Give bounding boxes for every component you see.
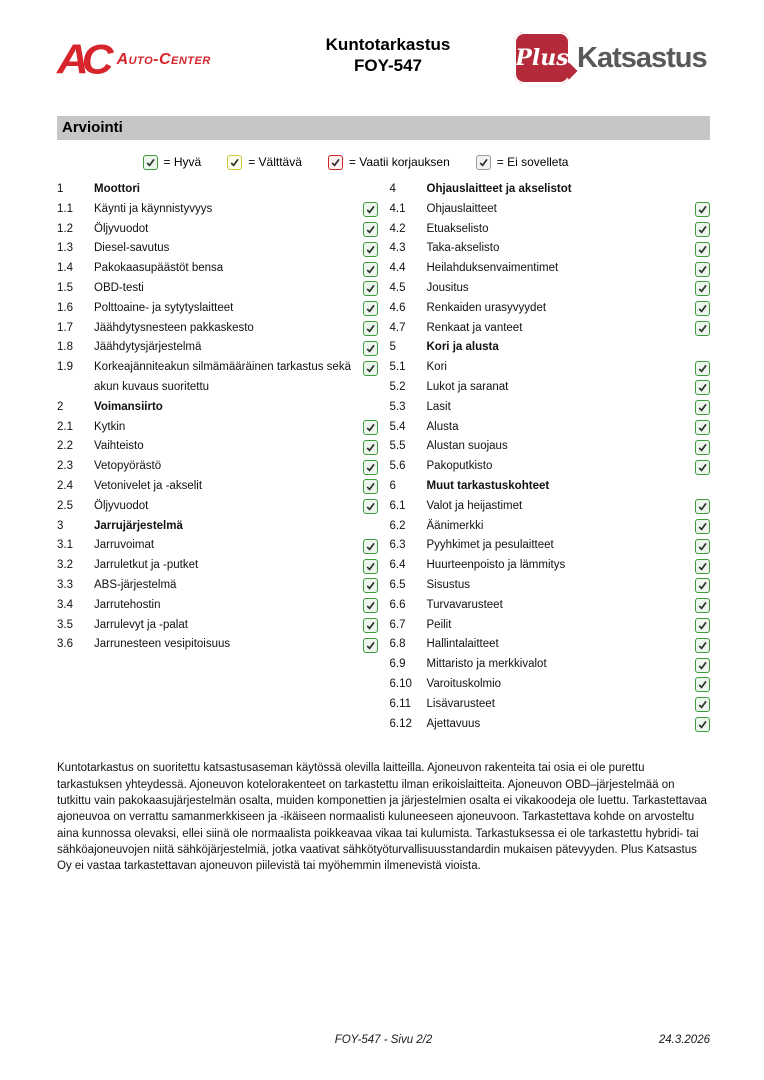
check-icon	[697, 541, 708, 552]
legend-item	[143, 155, 202, 170]
item-label: OBD-testi	[94, 281, 144, 294]
checklist-row	[57, 220, 378, 240]
item-number: 1.1	[57, 202, 73, 215]
checklist-row	[57, 556, 378, 576]
check-icon	[697, 264, 708, 275]
page-header	[57, 30, 710, 84]
check-icon	[365, 600, 376, 611]
item-label: Jäähdytysnesteen pakkaskesto	[94, 321, 254, 334]
item-number: 3	[57, 519, 64, 532]
legend-checkbox-icon	[143, 155, 158, 170]
item-label: Varoituskolmio	[426, 677, 502, 690]
checklist-row	[390, 239, 711, 259]
checklist-row	[390, 319, 711, 339]
checklist-row	[390, 437, 711, 457]
item-number: 6.6	[389, 598, 406, 611]
item-number: 3.4	[57, 598, 73, 611]
check-icon	[697, 561, 708, 572]
checklist-row	[57, 418, 378, 438]
status-checkbox	[363, 321, 378, 336]
item-number: 1.7	[57, 321, 73, 334]
checklist-row	[390, 259, 711, 279]
item-number: 4.6	[389, 301, 406, 314]
item-number: 2.3	[57, 460, 73, 473]
item-number: 6	[389, 479, 396, 492]
check-icon	[365, 561, 376, 572]
status-checkbox	[363, 578, 378, 593]
item-label: Käynti ja käynnistyvyys	[94, 202, 213, 215]
checklist-row	[57, 437, 378, 457]
check-icon	[365, 620, 376, 631]
item-label: ABS-järjestelmä	[94, 578, 177, 591]
item-number: 3.1	[57, 539, 73, 552]
item-number: 2.4	[57, 479, 73, 492]
check-icon	[697, 640, 708, 651]
status-checkbox	[695, 321, 710, 336]
status-checkbox	[363, 281, 378, 296]
checklist-row	[390, 378, 711, 398]
item-label: Renkaat ja vanteet	[426, 321, 523, 334]
checklist-row	[57, 457, 378, 477]
legend-item	[476, 155, 569, 170]
check-icon	[478, 157, 489, 168]
check-icon	[365, 640, 376, 651]
item-number: 5.6	[389, 460, 406, 473]
item-number: 6.9	[389, 658, 406, 671]
status-checkbox	[695, 400, 710, 415]
status-checkbox	[363, 440, 378, 455]
item-number: 6.11	[389, 697, 412, 710]
status-checkbox	[363, 301, 378, 316]
legend-label: = Vaatii korjauksen	[348, 155, 450, 169]
check-icon	[697, 402, 708, 413]
check-icon	[330, 157, 341, 168]
status-checkbox	[363, 262, 378, 277]
katsastus-name: Katsastus	[577, 41, 707, 74]
check-icon	[697, 422, 708, 433]
check-icon	[697, 204, 708, 215]
item-number: 1.8	[57, 341, 73, 354]
checklist-row	[390, 616, 711, 636]
checklist-row	[57, 398, 378, 418]
item-number: 6.12	[389, 717, 412, 730]
check-icon	[365, 303, 376, 314]
item-label: Ohjauslaitteet	[426, 202, 497, 215]
checklist-row	[390, 695, 711, 715]
check-icon	[365, 283, 376, 294]
status-checkbox	[695, 717, 710, 732]
status-checkbox	[695, 380, 710, 395]
check-icon	[697, 462, 708, 473]
legend-checkbox-icon	[476, 155, 491, 170]
status-checkbox	[695, 262, 710, 277]
check-icon	[697, 620, 708, 631]
item-label: Kytkin	[94, 420, 126, 433]
status-checkbox	[695, 697, 710, 712]
status-checkbox	[695, 281, 710, 296]
checklist-row	[390, 536, 711, 556]
item-number: 4	[389, 183, 396, 195]
item-label: Ohjauslaitteet ja akselistot	[426, 183, 572, 195]
item-number: 5.3	[389, 400, 406, 413]
page-number-label: FOY-547 - Sivu 2/2	[334, 1034, 433, 1046]
auto-center-mark-icon: AC	[57, 36, 107, 83]
check-icon	[365, 501, 376, 512]
status-checkbox	[363, 361, 378, 376]
report-date: 24.3.2026	[658, 1034, 710, 1046]
status-checkbox	[695, 242, 710, 257]
status-checkbox	[363, 460, 378, 475]
item-number: 2.2	[57, 440, 73, 453]
item-label: Valot ja heijastimet	[426, 499, 523, 512]
status-checkbox	[695, 559, 710, 574]
legend-checkbox-icon	[227, 155, 242, 170]
checklist-row	[390, 497, 711, 517]
item-number: 4.3	[389, 242, 406, 255]
status-checkbox	[363, 222, 378, 237]
item-number: 6.7	[389, 618, 406, 631]
checklist-row	[390, 180, 711, 200]
item-number: 4.4	[389, 262, 406, 275]
item-number: 3.6	[57, 638, 73, 651]
item-label: Jäähdytysjärjestelmä	[94, 341, 202, 354]
check-icon	[365, 224, 376, 235]
rating-legend	[29, 153, 682, 171]
item-label: Etuakselisto	[426, 222, 489, 235]
checklist-row	[57, 517, 378, 537]
checklist-row	[57, 200, 378, 220]
status-checkbox	[363, 539, 378, 554]
legend-item	[227, 155, 302, 170]
checklist-row	[390, 200, 711, 220]
status-checkbox	[363, 499, 378, 514]
status-checkbox	[695, 618, 710, 633]
check-icon	[229, 157, 240, 168]
plus-badge-icon	[514, 32, 570, 84]
check-icon	[365, 442, 376, 453]
check-icon	[697, 679, 708, 690]
item-label: Huurteenpoisto ja lämmitys	[426, 559, 566, 572]
item-number: 6.5	[389, 578, 406, 591]
checklist-row	[57, 477, 378, 497]
item-number: 3.3	[57, 578, 73, 591]
legend-label: = Välttävä	[248, 155, 302, 169]
checklist-row	[390, 279, 711, 299]
status-checkbox	[695, 658, 710, 673]
legend-item	[328, 155, 450, 170]
status-checkbox	[695, 361, 710, 376]
item-number: 4.5	[389, 281, 406, 294]
check-icon	[697, 363, 708, 374]
item-number: 5.5	[389, 440, 406, 453]
checklist-row	[57, 576, 378, 596]
inspection-checklist	[57, 180, 710, 734]
checklist-row	[390, 220, 711, 240]
check-icon	[697, 660, 708, 671]
checklist-row	[390, 418, 711, 438]
item-number: 5	[389, 341, 396, 354]
item-number: 2.5	[57, 499, 73, 512]
check-icon	[697, 382, 708, 393]
item-label: Pyyhkimet ja pesulaitteet	[426, 539, 554, 552]
legend-checkbox-icon	[328, 155, 343, 170]
check-icon	[697, 224, 708, 235]
item-label: Turvavarusteet	[426, 598, 503, 611]
item-label: Jarrutehostin	[94, 598, 161, 611]
checklist-row	[390, 338, 711, 358]
check-icon	[697, 580, 708, 591]
check-icon	[365, 264, 376, 275]
status-checkbox	[695, 222, 710, 237]
checklist-row	[390, 556, 711, 576]
item-number: 5.4	[389, 420, 406, 433]
checklist-row	[390, 299, 711, 319]
status-checkbox	[695, 420, 710, 435]
checklist-column-left	[57, 180, 378, 655]
item-label: Heilahduksenvaimentimet	[426, 262, 559, 275]
item-label: Jarrulevyt ja -palat	[94, 618, 188, 631]
status-checkbox	[363, 618, 378, 633]
item-label: Jarrunesteen vesipitoisuus	[94, 638, 231, 651]
item-label: Mittaristo ja merkkivalot	[426, 658, 547, 671]
checklist-row	[390, 635, 711, 655]
checklist-row	[57, 616, 378, 636]
check-icon	[697, 521, 708, 532]
item-number: 3.2	[57, 559, 73, 572]
status-checkbox	[363, 479, 378, 494]
check-icon	[365, 541, 376, 552]
item-label: Lasit	[426, 400, 451, 413]
item-number: 5.2	[389, 380, 406, 393]
checklist-row	[57, 259, 378, 279]
check-icon	[365, 422, 376, 433]
status-checkbox	[695, 638, 710, 653]
status-checkbox	[695, 202, 710, 217]
item-label: Renkaiden urasyvyydet	[426, 301, 547, 314]
item-label: Lisävarusteet	[426, 697, 495, 710]
item-number: 4.1	[389, 202, 406, 215]
item-number: 2.1	[57, 420, 73, 433]
check-icon	[365, 204, 376, 215]
item-label: Peilit	[426, 618, 452, 631]
vehicle-registration: FOY-547	[353, 56, 423, 75]
item-label: Diesel-savutus	[94, 242, 170, 255]
checklist-row	[57, 180, 378, 200]
item-label: Ajettavuus	[426, 717, 481, 730]
item-label: Lukot ja saranat	[426, 380, 509, 393]
status-checkbox	[363, 559, 378, 574]
check-icon	[697, 303, 708, 314]
check-icon	[145, 157, 156, 168]
checklist-row	[390, 675, 711, 695]
checklist-row	[57, 299, 378, 319]
check-icon	[365, 580, 376, 591]
page-footer	[57, 1034, 710, 1050]
status-checkbox	[363, 598, 378, 613]
document-title-line1: Kuntotarkastus	[325, 35, 451, 54]
item-label: Polttoaine- ja sytytyslaitteet	[94, 301, 234, 314]
checklist-row	[57, 279, 378, 299]
check-icon	[697, 442, 708, 453]
item-label: Vetopyörästö	[94, 460, 162, 473]
item-label: Alustan suojaus	[426, 440, 508, 453]
item-number: 4.2	[389, 222, 406, 235]
checklist-row	[57, 319, 378, 339]
checklist-row	[57, 635, 378, 655]
status-checkbox	[363, 638, 378, 653]
check-icon	[697, 323, 708, 334]
item-number: 3.5	[57, 618, 73, 631]
item-label: Pakokaasupäästöt bensa	[94, 262, 224, 275]
checklist-row	[390, 596, 711, 616]
checklist-row	[57, 596, 378, 616]
item-label: Vaihteisto	[94, 440, 144, 453]
checklist-row	[390, 477, 711, 497]
item-label: Voimansiirto	[94, 400, 163, 413]
item-number: 6.2	[389, 519, 406, 532]
item-label: Pakoputkisto	[426, 460, 493, 473]
check-icon	[365, 481, 376, 492]
section-title-bar: Arviointi	[57, 116, 710, 140]
check-icon	[697, 719, 708, 730]
item-number: 4.7	[389, 321, 406, 334]
item-label: Kori	[426, 361, 447, 374]
check-icon	[697, 283, 708, 294]
legend-label: = Hyvä	[163, 155, 202, 169]
item-label: Vetonivelet ja -akselit	[94, 479, 203, 492]
item-label: Hallintalaitteet	[426, 638, 499, 651]
checklist-row	[390, 715, 711, 735]
item-number: 6.3	[389, 539, 406, 552]
check-icon	[365, 462, 376, 473]
status-checkbox	[363, 242, 378, 257]
item-label: Kori ja alusta	[426, 341, 499, 354]
item-number: 1.9	[57, 361, 73, 374]
item-number: 1.5	[57, 281, 73, 294]
legend-label: = Ei sovelleta	[496, 155, 569, 169]
item-label: Jarruvoimat	[94, 539, 155, 552]
item-number: 6.8	[389, 638, 406, 651]
item-label: Öljyvuodot	[94, 499, 149, 512]
status-checkbox	[695, 499, 710, 514]
auto-center-name: Auto-Center	[116, 51, 211, 68]
status-checkbox	[363, 420, 378, 435]
checklist-row	[390, 358, 711, 378]
item-number: 6.10	[389, 677, 412, 690]
item-label: Korkeajänniteakun silmämääräinen tarkastus sekä akun kuvaus suoritettu	[94, 361, 351, 393]
item-number: 6.4	[389, 559, 406, 572]
check-icon	[365, 323, 376, 334]
item-number: 1.2	[57, 222, 73, 235]
item-label: Äänimerkki	[426, 519, 484, 532]
check-icon	[365, 244, 376, 255]
item-label: Öljyvuodot	[94, 222, 149, 235]
item-number: 1.6	[57, 301, 73, 314]
status-checkbox	[695, 539, 710, 554]
checklist-row	[390, 398, 711, 418]
status-checkbox	[695, 578, 710, 593]
plus-badge-text: Plus	[515, 45, 569, 71]
status-checkbox	[695, 519, 710, 534]
checklist-row	[57, 358, 378, 398]
status-checkbox	[695, 598, 710, 613]
item-label: Moottori	[94, 183, 140, 195]
status-checkbox	[363, 341, 378, 356]
item-label: Sisustus	[426, 578, 470, 591]
disclaimer-text: Kuntotarkastus on suoritettu katsastusaseman käytössä olevilla laitteilla. Ajoneuvon rakenteita tai osia ei ole purettu tarkastuksen yhteydessä. Ajoneuvon kotelorakenteet on tarkastettu ilman erikoislaitteita. Ajoneuvon OBD–järjestelmää on tutkittu vain pakokaasujärjestelmän osalta, muiden komponettien ja järjestelmien osalta ei vikakoodeja ole luettu. Tarkastettavaa ajoneuvoa on verrattu samanmerkkiseen ja -ikäiseen normaalisti kuluneeseen ajoneuvoon. Tarkastettava kohde on arvosteltu aina kunnossa olevaksi, ellei siinä ole normaalista poikkeavaa vikaa tai kulumista. Tarkastuksessa ei ole tarkastettu hybridi- tai sähköajoneuvojen niitä sähköjärjestelmiä, jotka vaativat sähkötyöturvallisuusstandardin mukaisen pätevyyden. Plus Katsastus Oy ei vastaa tarkastettavan ajoneuvon piilevistä tai myöhemmin ilmenevistä vioista.	[57, 762, 707, 873]
check-icon	[697, 600, 708, 611]
status-checkbox	[363, 202, 378, 217]
item-number: 5.1	[389, 361, 406, 374]
item-number: 6.1	[389, 499, 406, 512]
check-icon	[697, 699, 708, 710]
item-number: 1.3	[57, 242, 73, 255]
item-number: 2	[57, 400, 64, 413]
checklist-row	[390, 576, 711, 596]
checklist-row	[57, 497, 378, 517]
check-icon	[365, 343, 376, 354]
item-label: Alusta	[426, 420, 459, 433]
checklist-column-right	[390, 180, 711, 734]
checklist-row	[390, 517, 711, 537]
checklist-row	[390, 457, 711, 477]
plus-katsastus-logo	[514, 30, 710, 84]
auto-center-logo	[57, 30, 262, 83]
item-label: Jarruletkut ja -putket	[94, 559, 199, 572]
checklist-row	[390, 655, 711, 675]
item-number: 1	[57, 183, 64, 195]
status-checkbox	[695, 460, 710, 475]
checklist-row	[57, 338, 378, 358]
checklist-row	[57, 239, 378, 259]
document-title	[262, 30, 514, 76]
checklist-row	[57, 536, 378, 556]
item-label: Muut tarkastuskohteet	[426, 479, 550, 492]
status-checkbox	[695, 677, 710, 692]
check-icon	[697, 244, 708, 255]
check-icon	[697, 501, 708, 512]
check-icon	[365, 363, 376, 374]
status-checkbox	[695, 301, 710, 316]
item-label: Taka-akselisto	[426, 242, 500, 255]
item-label: Jarrujärjestelmä	[94, 519, 183, 532]
status-checkbox	[695, 440, 710, 455]
item-label: Jousitus	[426, 281, 469, 294]
item-number: 1.4	[57, 262, 73, 275]
